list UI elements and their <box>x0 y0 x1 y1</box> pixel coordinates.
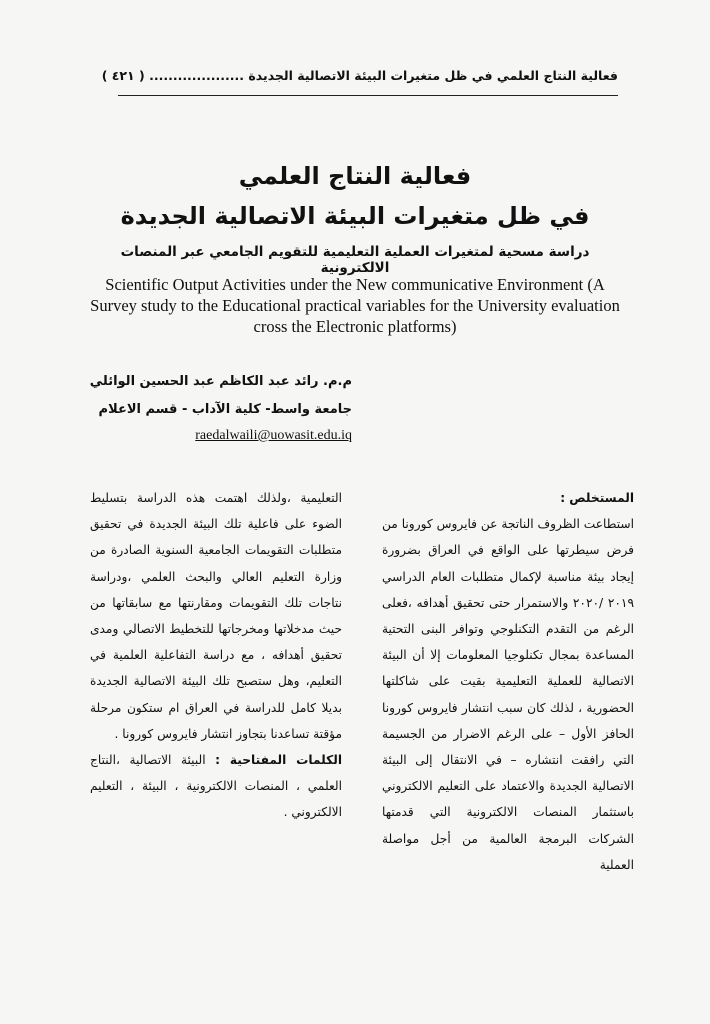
keywords-text: البيئة الاتصالية ،النتاج العلمي ، المنصات الالكترونية ، البيئة ، التعليم الالكتروني . <box>90 753 342 820</box>
running-header: فعالية النتاج العلمي في ظل متغيرات البيئة الاتصالية الجديدة .................... ( ٤٢١ ) <box>101 68 618 83</box>
header-rule <box>118 95 618 96</box>
title-line-1: فعالية النتاج العلمي <box>238 162 472 190</box>
abstract-left-text: التعليمية ،ولذلك اهتمت هذه الدراسة بتسليط الضوء على فاعلية تلك البيئة الجديدة في تحقيق متطلبات التقويمات الجامعية السنوية الصادرة من وزارة التعليم العالي والبحث العلمي ،ودراسة نتاجات تلك التقويمات ومقارنتها مع سابقاتها من حيث مدخلاتها ومخرجاتها للتخطيط الاتصالي ومدى تحقيق أهدافه ، مع دراسة التفاعلية العلمية في التعليم، وهل ستصبح تلك البيئة الاتصالية الجديدة بديلا كامل للدراسة في العراق ام ستكون مرحلة مؤقتة تساعدنا بتجاوز انتشار فايروس كورونا . <box>90 491 342 741</box>
abstract-left-column <box>90 485 342 826</box>
subtitle: دراسة مسحية لمتغيرات العملية التعليمية للتقويم الجامعي عبر المنصات الالكترونية <box>120 244 590 276</box>
author-email[interactable]: raedalwaili@uowasit.edu.iq <box>195 428 352 443</box>
english-title: Scientific Output Activities under the New communicative Environment (A Survey study to the Educational practical variables for the University evaluation cross the Electronic platforms) <box>90 275 620 336</box>
title-line-2: في ظل متغيرات البيئة الاتصالية الجديدة <box>120 202 590 230</box>
abstract-heading: المستخلص : <box>560 491 634 505</box>
author-name: م.م. رائد عبد الكاظم عبد الحسين الوائلي <box>89 374 352 389</box>
abstract-right-text: استطاعت الظروف الناتجة عن فايروس كورونا من فرض سيطرتها على الواقع في العراق بضرورة إيجاد بيئة مناسبة لإكمال متطلبات العام الدراسي ٢٠١٩ /٢٠٢٠ والاستمرار حتى تحقيق أهدافه ،فعلى الرغم من التقدم التكنلوجي وتوافر البنى التحتية المساعدة بمجال تكنلوجيا المعلومات إلا أن البيئة الاتصالية للعملية التعليمية بقيت على شاكلتها الحضورية ، لذلك كان سبب انتشار فايروس كورونا الحافز الأول – على الرغم الاضرار من الجسيمة التي رافقت انتشاره – في الانتقال إلى البيئة الاتصالية الجديدة والاعتماد على التعليم الالكتروني باستثمار المنصات الالكترونية التي قدمتها الشركات البرمجة العالمية من أجل مواصلة العملية <box>382 517 634 872</box>
author-affiliation: جامعة واسط- كلية الآداب - قسم الاعلام <box>98 402 352 417</box>
abstract-right-column <box>382 485 634 878</box>
keywords <box>90 747 342 826</box>
keywords-label: الكلمات المفتاحية : <box>215 753 342 768</box>
